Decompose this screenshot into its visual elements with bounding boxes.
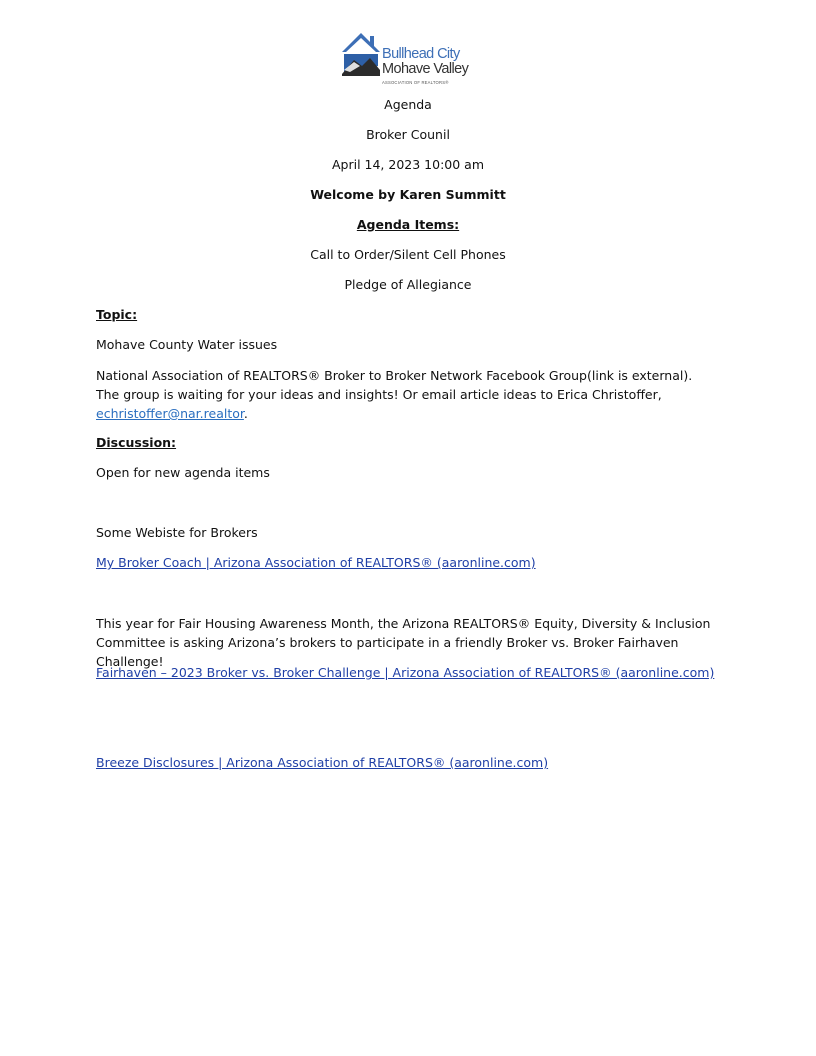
welcome-line: Welcome by Karen Summitt: [310, 187, 506, 202]
logo-text-association: ASSOCIATION OF REALTORS®: [382, 80, 449, 85]
discussion-open-items: Open for new agenda items: [96, 465, 270, 480]
email-link[interactable]: echristoffer@nar.realtor: [96, 406, 244, 421]
agenda-item-call-to-order: Call to Order/Silent Cell Phones: [310, 247, 506, 262]
association-logo: [340, 30, 470, 90]
topic-heading: Topic:: [96, 307, 138, 322]
websites-intro: Some Webiste for Brokers: [96, 525, 258, 540]
link-row-breeze: [96, 755, 548, 770]
agenda-subtitle: Broker Counil: [366, 127, 450, 142]
link-row-fairhaven: [96, 665, 714, 680]
logo-text-mohave-valley: Mohave Valley: [382, 61, 469, 77]
link-row-my-broker-coach: [96, 555, 536, 570]
agenda-item-pledge: Pledge of Allegiance: [344, 277, 472, 292]
meeting-datetime: April 14, 2023 10:00 am: [331, 157, 484, 172]
topic-broker-network-paragraph: [96, 366, 716, 423]
fair-housing-paragraph: This year for Fair Housing Awareness Month, the Arizona REALTORS® Equity, Diversity & Inclusion Committee is asking Arizona’s brokers to participate in a friendly Broker vs. Broker Fairhaven Challenge!: [96, 616, 711, 669]
my-broker-coach-link[interactable]: My Broker Coach | Arizona Association of REALTORS® (aaronline.com): [96, 555, 536, 570]
agenda-title: Agenda: [384, 97, 432, 112]
fairhaven-challenge-link[interactable]: Fairhaven – 2023 Broker vs. Broker Challenge | Arizona Association of REALTORS® (aaronline.com): [96, 665, 715, 680]
breeze-disclosures-link[interactable]: Breeze Disclosures | Arizona Association of REALTORS® (aaronline.com): [96, 755, 549, 770]
topic-water-issues: Mohave County Water issues: [96, 337, 278, 352]
logo-text-bullhead-city: Bullhead City: [382, 46, 460, 62]
agenda-items-heading-row: [0, 217, 816, 232]
house-mountain-logo-icon: [340, 30, 382, 78]
topic-paragraph-end: .: [243, 406, 248, 421]
discussion-heading: Discussion:: [96, 435, 177, 450]
topic-paragraph-text: National Association of REALTORS® Broker to Broker Network Facebook Group(link is external). The group is waiting for your ideas and insights! Or email article ideas to Erica Christoffer,: [96, 368, 693, 402]
agenda-items-heading: Agenda Items:: [356, 217, 460, 232]
